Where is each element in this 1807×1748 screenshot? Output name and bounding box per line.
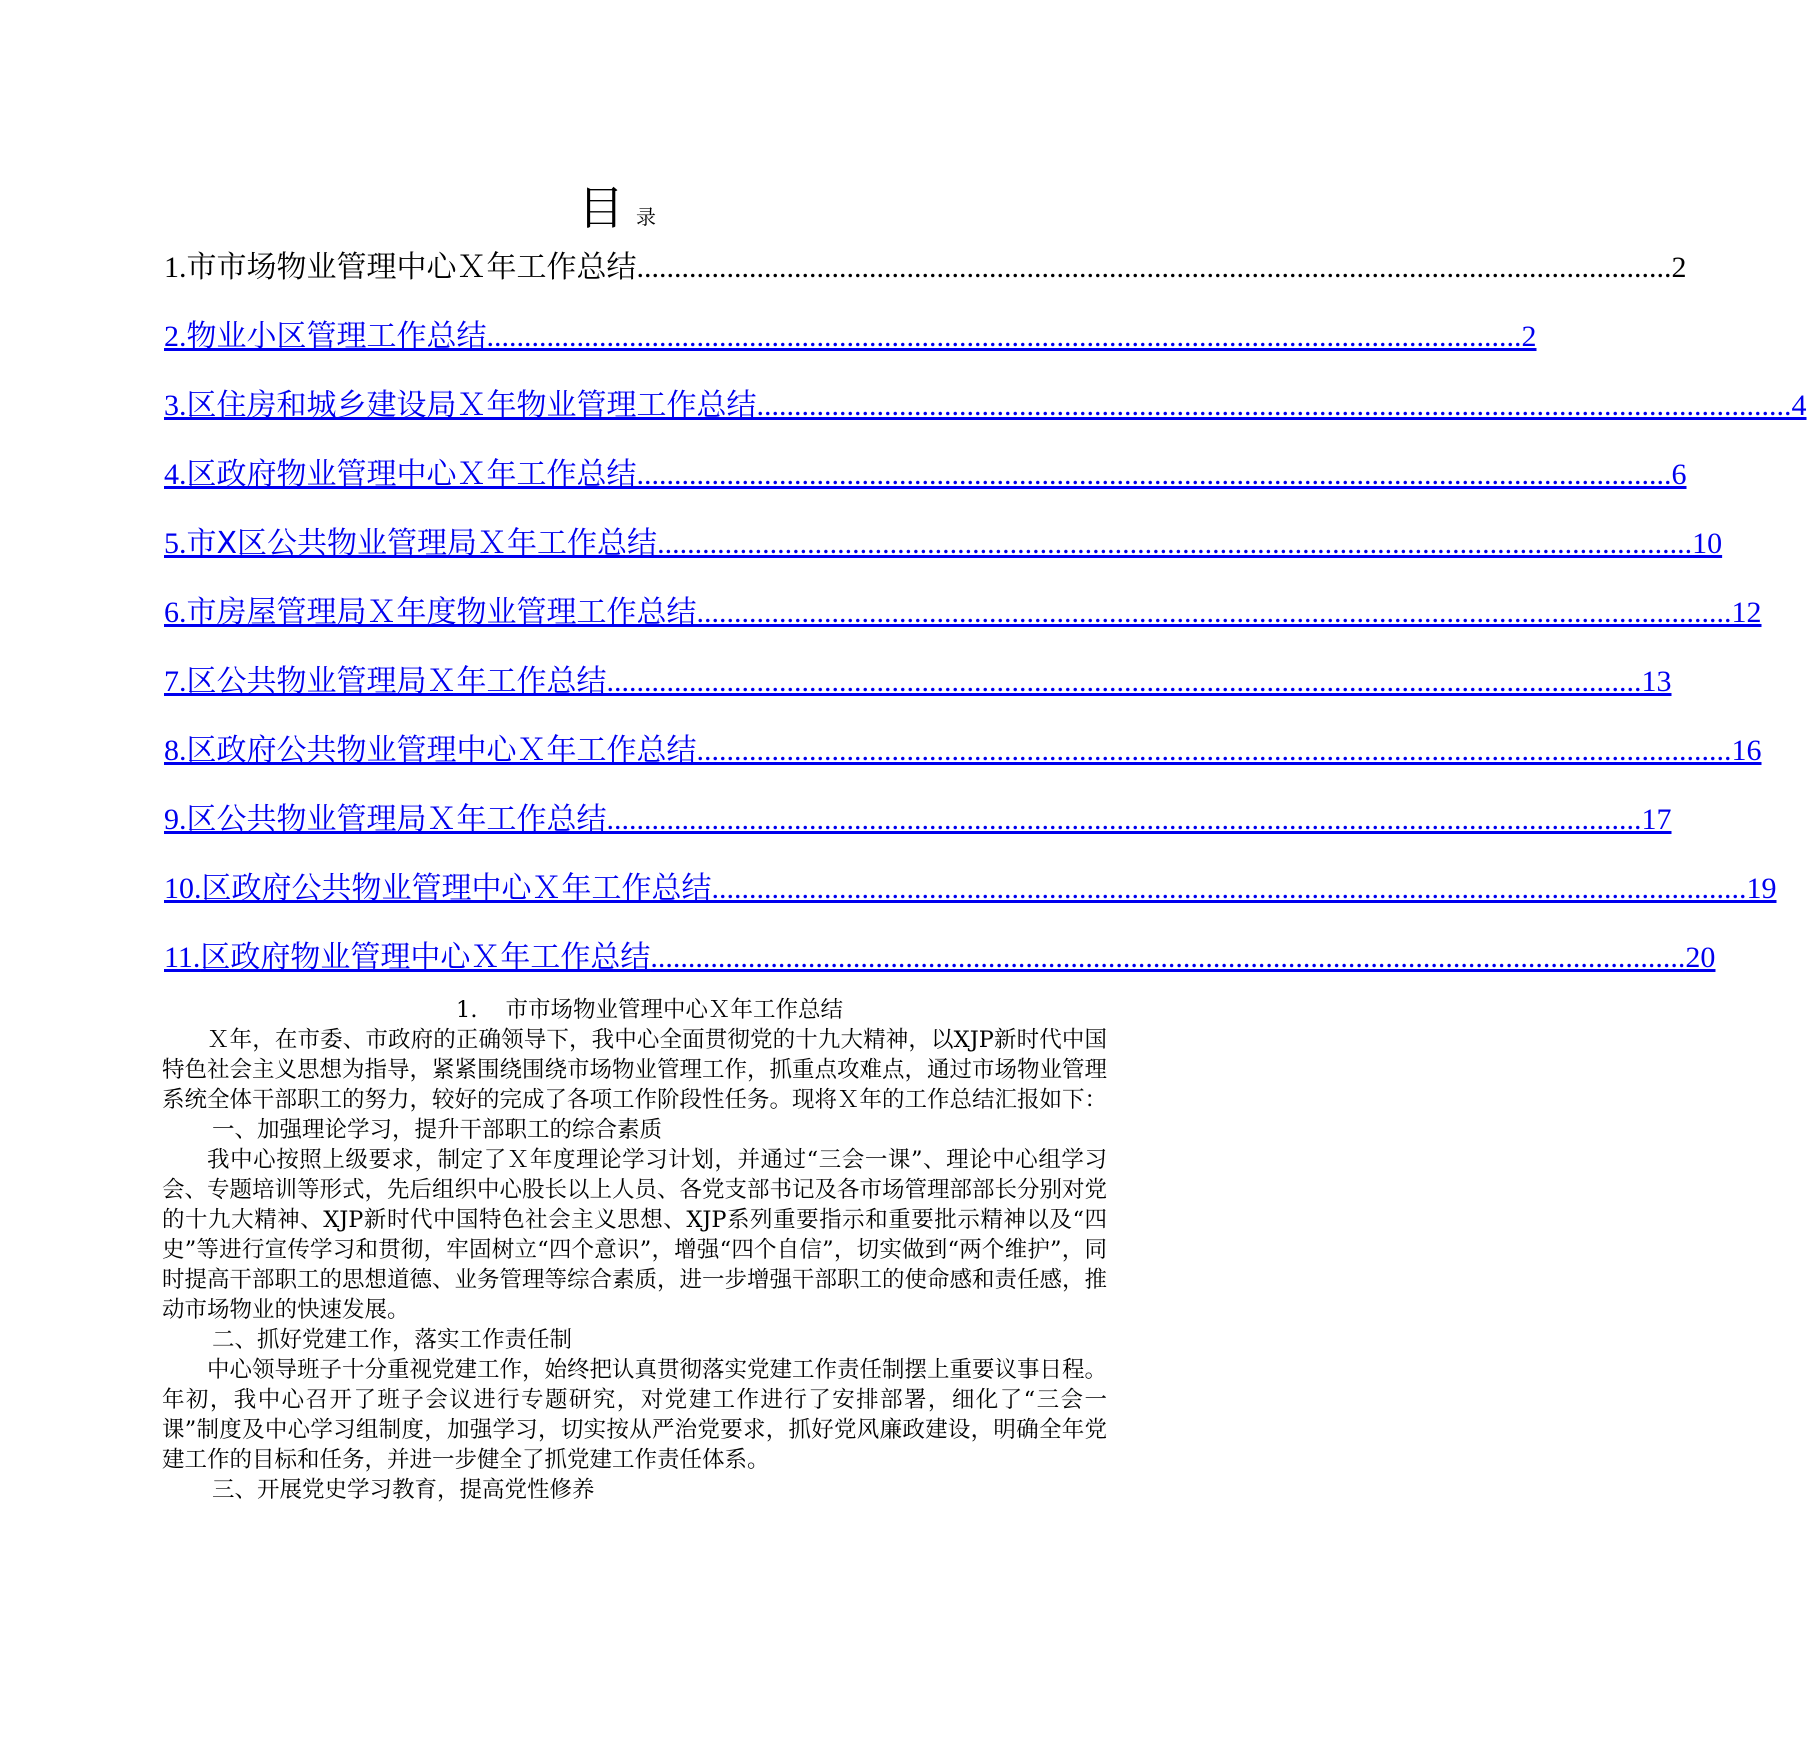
toc-entry-page: 12 [1731, 596, 1762, 629]
toc-entry-label: 区政府物业管理中心Ｘ年工作总结 [200, 940, 651, 975]
toc-leader-dots: .......................................................................................................................................... [636, 458, 1672, 491]
toc-entry-number: 1. [164, 251, 187, 284]
toc-entry-number: 11. [164, 941, 201, 974]
subheading-2: 二、抓好党建工作，落实工作责任制 [212, 1327, 573, 1353]
toc-entry-link[interactable] [164, 731, 1762, 800]
toc-leader-dots: .......................................................................................................................................... [756, 389, 1792, 422]
toc-entry-label: 物业小区管理工作总结 [186, 319, 487, 354]
toc-entry-page: 2 [1521, 320, 1537, 353]
toc-entry-page: 2 [1671, 251, 1687, 284]
toc-entry-label: 区政府公共物业管理中心Ｘ年工作总结 [201, 871, 712, 906]
toc-entry-number: 7. [164, 665, 187, 698]
toc-entry-number: 6. [164, 596, 187, 629]
toc-leader-dots: .......................................................................................................................................... [711, 872, 1747, 905]
toc-entry-number: 10. [164, 872, 202, 905]
toc-entry-label: 区公共物业管理局Ｘ年工作总结 [186, 664, 607, 699]
toc-entry-link[interactable] [164, 455, 1687, 524]
toc-entry-number: 9. [164, 803, 187, 836]
toc-entry-label: 市房屋管理局Ｘ年度物业管理工作总结 [186, 595, 697, 630]
toc-leader-dots: .......................................................................................................................................... [696, 734, 1732, 767]
toc-entry-link[interactable] [164, 593, 1762, 662]
toc-leader-dots: .......................................................................................................................................... [650, 941, 1686, 974]
toc-entry-number: 4. [164, 458, 187, 491]
toc-leader-dots: .......................................................................................................................................... [657, 527, 1693, 560]
subheading-1: 一、加强理论学习，提升干部职工的综合素质 [212, 1117, 663, 1143]
paragraph-2: 中心领导班子十分重视党建工作，始终把认真贯彻落实党建工作责任制摆上重要议事日程。年初，我中心召开了班子会议进行专题研究，对党建工作进行了安排部署，细化了“三会一课”制度及中心学习组制度，加强学习，切实按从严治党要求，抓好党风廉政建设，明确全年党建工作的目标和任务，并进一步健全了抓党建工作责任体系。 [162, 1357, 1108, 1473]
toc-entry-label: 区政府公共物业管理中心Ｘ年工作总结 [186, 733, 697, 768]
toc-leader-dots: .......................................................................................................................................... [606, 665, 1642, 698]
toc-entry-link[interactable] [164, 386, 1807, 455]
toc-entry-page: 4 [1791, 389, 1807, 422]
toc-entry-page: 19 [1746, 872, 1777, 905]
toc-leader-dots: .......................................................................................................................................... [636, 251, 1672, 284]
subheading-3: 三、开展党史学习教育，提高党性修养 [212, 1477, 595, 1503]
toc-leader-dots: .......................................................................................................................................... [486, 320, 1522, 353]
toc-title [0, 172, 1234, 238]
toc-entry-page: 13 [1641, 665, 1672, 698]
section-heading-number: 1. [456, 997, 478, 1023]
toc-entry-page: 6 [1671, 458, 1687, 491]
paragraph-1: 我中心按照上级要求，制定了Ｘ年度理论学习计划，并通过“三会一课”、理论中心组学习会、专题培训等形式，先后组织中心股长以上人员、各党支部书记及各市场管理部部长分别对党的十九大精神、XJP新时代中国特色社会主义思想、XJP系列重要指示和重要批示精神以及“四史”等进行宣传学习和贯彻，牢固树立“四个意识”，增强“四个自信”，切实做到“两个维护”，同时提高干部职工的思想道德、业务管理等综合素质，进一步增强干部职工的使命感和责任感，推动市场物业的快速发展。 [162, 1147, 1108, 1323]
toc-entry-number: 8. [164, 734, 187, 767]
toc-leader-dots: .......................................................................................................................................... [696, 596, 1732, 629]
toc-entry-link[interactable] [164, 800, 1672, 869]
toc-entry-page: 16 [1731, 734, 1762, 767]
toc-entry[interactable] [164, 248, 1687, 317]
toc-entry-link[interactable] [164, 524, 1723, 593]
document-body [162, 995, 1107, 1505]
toc-entry-page: 20 [1685, 941, 1716, 974]
section-heading-text: 市市场物业管理中心Ｘ年工作总结 [505, 997, 843, 1023]
toc-entry-page: 17 [1641, 803, 1672, 836]
toc-entry-label: 区住房和城乡建设局Ｘ年物业管理工作总结 [186, 388, 757, 423]
toc-entry-label: 区公共物业管理局Ｘ年工作总结 [186, 802, 607, 837]
toc-entry-link[interactable] [164, 869, 1777, 938]
table-of-contents [164, 248, 1807, 1007]
toc-title-sub: 录 [636, 205, 656, 229]
toc-entry-label: 市市场物业管理中心Ｘ年工作总结 [186, 250, 637, 285]
toc-leader-dots: .......................................................................................................................................... [606, 803, 1642, 836]
toc-entry-label: 区政府物业管理中心Ｘ年工作总结 [186, 457, 637, 492]
toc-entry-link[interactable] [164, 662, 1672, 731]
toc-entry-number: 3. [164, 389, 187, 422]
paragraph-intro: Ｘ年，在市委、市政府的正确领导下，我中心全面贯彻党的十九大精神，以XJP新时代中国特色社会主义思想为指导，紧紧围绕围绕市场物业管理工作，抓重点攻难点，通过市场物业管理系统全体干部职工的努力，较好的完成了各项工作阶段性任务。现将Ｘ年的工作总结汇报如下： [162, 1027, 1108, 1113]
toc-entry-label: 市X区公共物业管理局Ｘ年工作总结 [186, 526, 658, 561]
section-heading [192, 995, 1107, 1025]
toc-entry-page: 10 [1692, 527, 1723, 560]
toc-title-main: 目 [578, 181, 624, 235]
toc-entry-number: 2. [164, 320, 187, 353]
toc-entry-number: 5. [164, 527, 187, 560]
toc-entry-link[interactable] [164, 317, 1537, 386]
